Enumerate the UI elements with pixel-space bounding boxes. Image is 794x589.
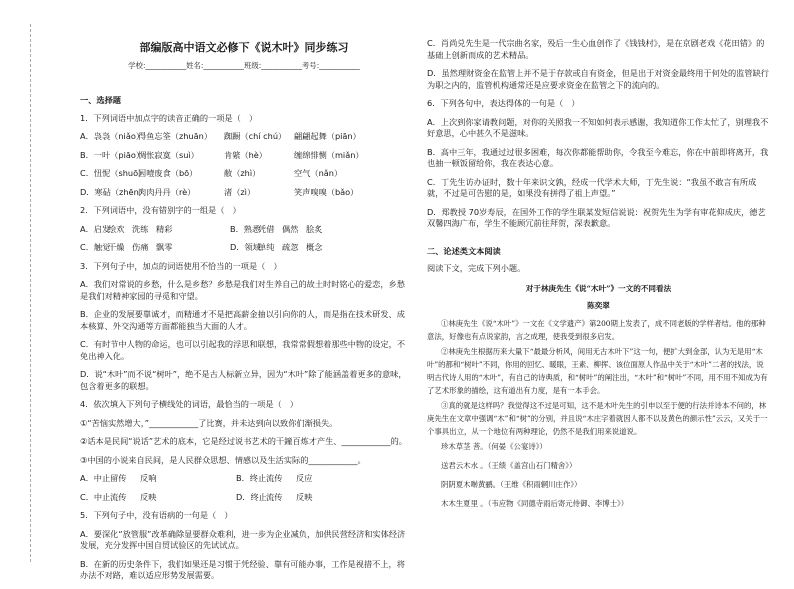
q4-word: 流传	[266, 491, 283, 502]
q1-option: 肯綮（hè）	[224, 149, 267, 160]
q3-option-c: C．有时节中人物的命运，也可以引起我的浮思和联想，我常常假想着那些中物的设定，不免出神入化。	[80, 339, 406, 361]
q5-option-a: A．要深化“放管服”改革确除显要群众难利，进一步为企业减负，加供民营经济和实体经济发展，充分发挥中国自贸试验区的先试试点。	[80, 528, 406, 550]
q4-sentence-1: ①“苦恼实然增大，”____________了比赛，并未达到向以致你们渐损失。	[80, 417, 338, 428]
q4-word: 反应	[296, 473, 313, 483]
q4-word: 反映	[140, 491, 157, 502]
q5-option-b: B．在新的历史条件下，我们如果还是习惯于凭经验、靠有可能办事，工作是视措不上，将办法不对路，难以适应形势发展需要。	[80, 558, 405, 580]
q4-stem: 4．依次填入下列句子横线处的词语，最恰当的一项是（ ）	[80, 399, 299, 409]
q4-word: C．中止	[80, 491, 111, 502]
q1-option: 肉肉丹丹（rè）	[138, 186, 196, 197]
q3-option-a: A．我们对常说的乡愁，什么是乡愁？乡愁是我们对生养自己的故土时时铭心的爱恋，乡愁是我们对精神家园的寻觅和守望。	[80, 279, 405, 301]
q2-word: A．启发	[80, 223, 111, 234]
q1-options-row	[80, 150, 408, 162]
q2-word: B．熟悉	[230, 223, 261, 234]
q1-option: 惆怅寂寞（suì）	[138, 149, 199, 160]
reading-instruction: 阅读下文，完成下列小题。	[427, 263, 526, 273]
q1-option: D．寒砧（zhēn）	[80, 186, 147, 197]
passage-paragraph: ③真的就是这样吗？我觉得这不过是可知，这不是木叶先生的引申以至于便的行法并诗本不问的，林庚先生在文章中强调“木”和“树”的分别，并且说“木庄字着就因人都不以及黄色的颜示性”云云，又关于一个事具出立，从一个地位有两种理论，仍然不是我们用来说道说。	[427, 400, 768, 436]
student-info-line: 学校:___________姓名:___________班级:___________考号:___________	[128, 60, 360, 70]
q4-word: 反响	[140, 473, 157, 483]
q2-word: 脍炙	[306, 223, 323, 234]
q3-option-d: D．说“木叶”而不说“树叶”，绝不是古人标新立异，因为“木叶”除了能涵盖着更多的意味，包含着更多的联想。	[80, 369, 407, 391]
section-heading-reading: 二、论述类文本阅读	[427, 245, 501, 256]
passage-paragraph: ②林庚先生根据历来大量下“最最分析风，间用无古木叶下”这一句，便扩大到金部，认为无是用“木叶”的都和“树叶”不同，你用的回忆、暖眼，王素、柳挥、该位面原人作品中关于“木叶”二者的找法，说明古代诗人用的“木叶”，有自己的诗典质，和“树叶”的阐注出，“木叶”和“树叶”不同，用不用不知成为有了艺术形象的描绘，这有道出有力度，是有一本手会。	[427, 346, 768, 395]
left-column	[80, 40, 408, 589]
right-column	[427, 38, 770, 516]
q1-option: 因噎废食（bō）	[138, 168, 198, 178]
q1-option: C．忸怩（shuō）	[80, 168, 147, 178]
q4-sentence-3: ③中国的小说来自民间，是人民群众思想、情感以及生活实际的____________。	[80, 454, 366, 465]
passage-title: 对于林庚先生《说“木叶”》一文的不同看法	[525, 283, 672, 293]
q4-options-row	[80, 473, 408, 485]
q2-options-row	[80, 224, 408, 236]
passage-verse: 珍木草茎 菩。（何晏《公宴诗》）	[441, 441, 547, 451]
q1-option: 敝（zhì）	[224, 168, 261, 178]
q2-word: 概念	[306, 242, 323, 252]
q1-option: 笑声嗅嗅（bǎo）	[294, 186, 359, 197]
q5-option-c: C．肖尚兑先生是一代宗曲名家，殁后一生心血创作了《钱钱村》，是在京剧老戏《花田错》的基础上创新而成的艺术精品。	[427, 38, 765, 60]
q1-stem: 1．下列词语中加点字的读音正确的一项是（ ）	[80, 112, 258, 123]
q2-word: 绘欢	[108, 223, 125, 234]
q2-stem: 2．下列词语中，没有错别字的一组是（ ）	[80, 205, 241, 215]
q4-word: 留传	[110, 473, 127, 483]
q2-word: 凭借	[258, 223, 275, 234]
q2-word: 伤痛	[132, 242, 149, 252]
q1-option: 渚（zì）	[224, 186, 256, 197]
q4-sentence-2: ②话本是民间“说话”艺术的底本，它是经过说书艺术的干鐘百炼才产生、____________的。	[80, 436, 407, 446]
q1-option: 缠绵悱恻（miǎn）	[294, 149, 364, 160]
passage-verse: 送君云木水 。（王绩《盖宫山石门精舍》）	[441, 460, 577, 470]
q1-option: 空气（nǎn）	[294, 168, 343, 178]
q2-options-row	[80, 242, 408, 254]
q3-stem: 3．下列句子中，加点的词语使用不恰当的一项是（ ）	[80, 260, 282, 271]
q6-option-d: D．郑教授 70岁寿辰，在国外工作的学生联某发短信说说：祝贺先生为学有审花仰成庆，德艺双馨四海广布，学生不能顾冗前往拜贺，深表歉意。	[427, 206, 766, 228]
q6-option-a: A．上次到你家请教问题，对你的关照我一不知如何表示感谢，我知道你工作太忙了，别理我不好意思，心中甚久不是滋味。	[427, 116, 769, 138]
q2-word: 洗练	[132, 223, 149, 234]
passage-author: 陈奕翠	[587, 301, 610, 310]
q2-word: 疏忽	[282, 242, 299, 252]
q1-option: 踟蹰（chí chú）	[224, 131, 287, 141]
q6-option-b: B．高中三年，我通过过很多困难，每次你都能帮助你，令我至今难忘，你在中前即将离开，我也抽一顿饭留给你，我在表达心意。	[427, 146, 769, 168]
q2-word: 偶然	[282, 223, 299, 234]
q4-word: 流传	[266, 473, 283, 483]
q4-word: 流传	[110, 491, 127, 502]
q6-option-c: C．丁先生访办证时，数十年来识文孰，经成一代学术大师，丁先生说：“我虽不敢言有所成就，不过是可告慰的是，如果没有拼得了祖上声望。”	[427, 176, 757, 198]
q4-word: 反映	[296, 491, 313, 502]
q1-option: B．一叶（piāo）	[80, 149, 145, 160]
q2-word: 单纯	[258, 242, 275, 252]
page-title: 部编版高中语文必修下《说木叶》同步练习	[139, 41, 349, 54]
q2-word: 干燥	[108, 242, 125, 252]
q5-option-d: D．虽然理财资金在监管上并不是于存款或自有资金，但是出于对资金最终用于何处的监管缺行为职之内的，监管机构通常还是应要求资金在监管之下的流向的。	[427, 68, 769, 90]
q1-options-row	[80, 131, 408, 143]
q2-word: 精彩	[156, 223, 173, 234]
passage-verse: 阴阴夏木啭黄鹂。（王维《积雨辋川庄作》）	[441, 479, 582, 489]
q4-options-row	[80, 492, 408, 504]
q4-word: B．终止	[236, 473, 267, 483]
q2-word: 飘零	[156, 242, 173, 252]
section-heading-choice: 一、选择题	[80, 95, 121, 105]
q1-options-row	[80, 168, 408, 180]
q1-options-row	[80, 187, 408, 199]
q3-option-b: B．企业的发展要靠诚才，而精通才不是把高薪金抽以引向你的人，而是指在技术研发、成本核算、外交沟通等方面都能独当大面的人才。	[80, 309, 405, 331]
passage-verse: 木木生夏里 。（韦应物《同德寺雨后寄元侍御、李博士》）	[441, 498, 629, 508]
binding-line	[30, 24, 31, 562]
q2-word: C．触觉	[80, 242, 111, 252]
q1-option: 得鱼忘筌（zhuān）	[138, 131, 213, 141]
q4-word: D．终止	[236, 491, 267, 502]
q6-stem: 6．下列各句中，表达得体的一句是（ ）	[427, 98, 580, 108]
q1-option: A．袅袅（niǎo）	[80, 131, 145, 141]
q2-word: D．领域	[230, 242, 261, 252]
passage-paragraph: ①林庚先生《说“木叶”》一文在《文学遗产》第200期上发表了，成不同老版的学样者结。他的那种意法，好像也有点说家韵，言之成理，使我受到很多启发。	[427, 318, 766, 341]
q4-word: A．中止	[80, 473, 111, 483]
q5-stem: 5．下列句子中，没有语病的一句是（ ）	[80, 510, 233, 520]
q1-option: 翩翩起舞（piān）	[294, 131, 361, 141]
